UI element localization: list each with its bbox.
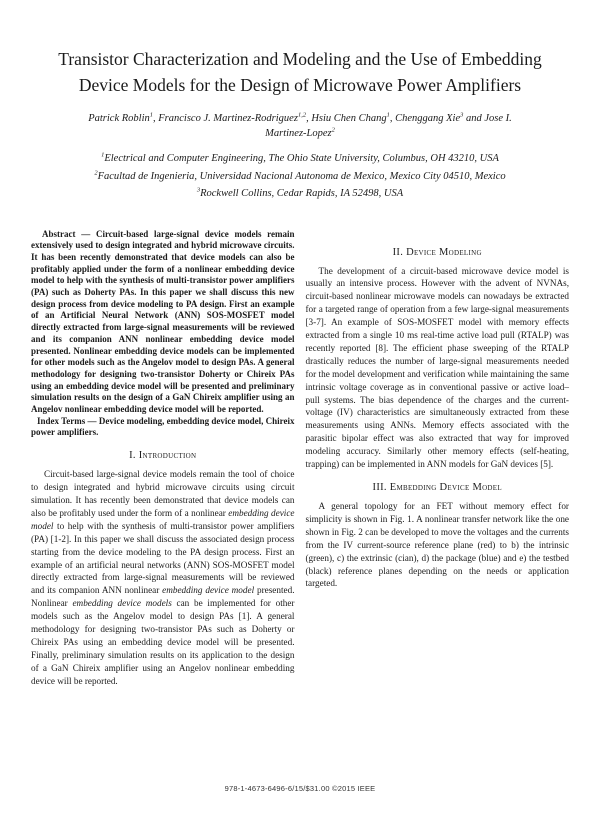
left-column (31, 229, 295, 688)
affiliations (0, 150, 600, 203)
author-line: Patrick Roblin$^1$, Francisco J. Martinez-Rodriguez$^{1,2}$, Hsiu Chen Chang$^1$, Chenggang Xie$^3$ and Jose I. Martinez-Lopez$^2$ (88, 111, 512, 139)
section-heading-introduction: I. Introduction (129, 450, 197, 462)
embedding-device-model-paragraph: A general topology for an FET without memory effect for simplicity is shown in Fig. 1. A nonlinear transfer network like the one shown in Fig. 2 can be developed to move the voltages and the currents from the IV current-source reference plane (red) to b) the intrinsic (green), c) the extrinsic (cian), d) the package (blue) and e) the testbed (black) reference planes depending on the needs or application targeted. (305, 501, 569, 589)
abstract-paragraph: Abstract — Circuit-based large-signal device models remain extensively used to design integrated and hybrid microwave circuits. It has been recently demonstrated that device models can also be profitably applied under the form of a nonlinear embedding device model to help with the synthesis of multi-transistor power amplifiers (PA) such as Doherty PAs. In this paper we shall discuss this new design process from device modeling to PA design. First an example of an Artificial Neural Network (ANN) SOS-MOSFET model directly extracted from large-signal measurements will be reviewed and its companion ANN nonlinear embedding device model presented. Nonlinear embedding device models can be implemented for other models such as the Angelov model to design PAs. A general methodology for designing two-transistor Doherty or Chireix PAs using an embedding device model will be presented and preliminary simulation results on the design of a GaN Chireix amplifier using an Angelov nonlinear embedding device model will be reported. (31, 228, 295, 415)
section-heading-embedding-device-model: III. Embedding Device Model (372, 482, 502, 493)
index-terms-paragraph: Index Terms — Device modeling, embedding device model, Chireix power amplifiers. (31, 415, 295, 438)
footer-copyright: 978-1-4673-6496-6/15/$31.00 ©2015 IEEE (224, 784, 376, 793)
two-column-body (0, 229, 600, 688)
affiliation-line: $^3$Rockwell Collins, Cedar Rapids, IA 52498, USA (196, 186, 404, 199)
page-title: Transistor Characterization and Modeling and the Use of Embedding Device Models for the Design of Microwave Power Amplifiers (58, 49, 542, 95)
section-heading-device-modeling: II. Device Modeling (392, 246, 482, 258)
device-modeling-paragraph: The development of a circuit-based microwave device model is usually an intensive process. However with the advent of NVNAs, circuit-based nonlinear microwave models can nowadays be extracted for a targeted range of operation from a few large-signal measurements [3-7]. An example of SOS-MOSFET model with memory effects extracted from a single 10 ms real-time active load pull (RTALP) was recently reported [8]. The efficient phase sweeping of the RTALP drastically reduces the number of large-signal measurements needed for the model development and verification while maintaining the same intrinsic voltage coverage as in conventional passive or active load–pull systems. The bias dependence of the charges and the current-voltage (IV) characteristics are simultaneously extracted from these measurements using ANNs. Memory effects associated with the parasitic bipolar effect was also extracted that way for improved modeling accuracy. Similarly other memory effects (self-heating, trapping) can be implemented in ANN models for GaN devices [5]. (305, 265, 569, 470)
right-column (306, 229, 570, 688)
affiliation-line: $^1$Electrical and Computer Engineering, The Ohio State University, Columbus, OH 43210, USA (101, 151, 499, 164)
affiliation-line: $^2$Facultad de Ingenieria, Universidad Nacional Autonoma de Mexico, Mexico City 04510, Mexico (94, 169, 506, 182)
introduction-paragraph: Circuit-based large-signal device models remain the tool of choice to design integrated and hybrid microwave circuits using circuit simulation. It has recently been demonstrated that device models can also be profitably used under the form of a nonlinear embedding device model to help with the synthesis of multi-transistor power amplifiers (PA) [1-2]. In this paper we shall discuss the associated design process starting from the device modeling to the PA design process. First an example of an artificial neural networks (ANN) SOS-MOSFET model directly extracted from large-signal measurements will be reviewed and its companion ANN nonlinear embedding device model presented. Nonlinear embedding device models can be implemented for other models such as the Angelov model to design PAs [1]. A general methodology for designing two-transistor PAs such as Doherty or Chireix PAs using an embedding device model will be presented. Finally, preliminary simulation results on its application to the design of a GaN Chireix amplifier using an Angelov nonlinear embedding device will be reported. (31, 469, 295, 686)
